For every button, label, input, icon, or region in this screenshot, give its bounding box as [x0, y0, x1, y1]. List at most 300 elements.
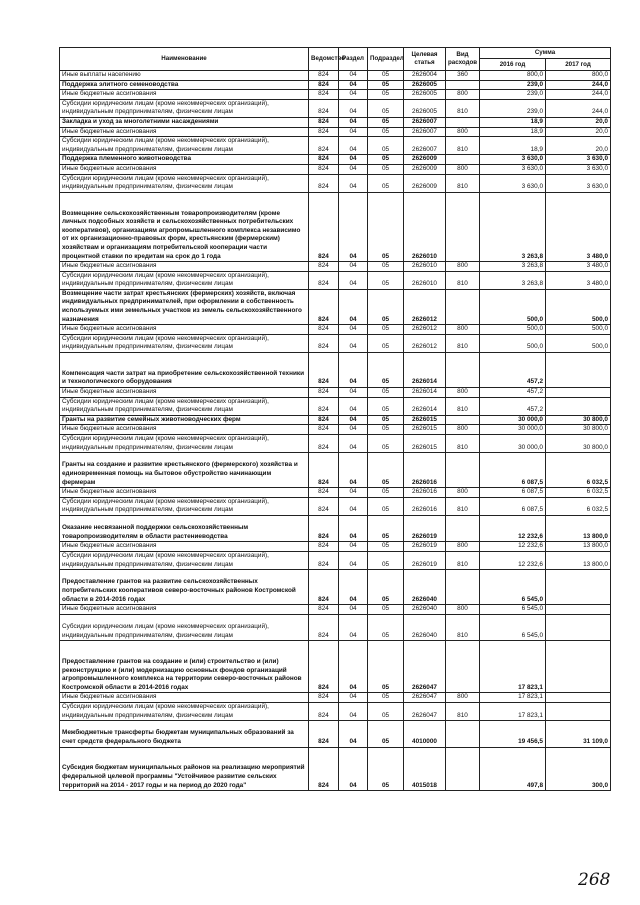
row-podrazdel: 05	[368, 488, 404, 498]
row-sum-2016: 3 263,8	[480, 271, 546, 289]
table-row	[60, 192, 611, 261]
row-name: Субсидии юридическим лицам (кроме некоммерческих организаций), индивидуальным предпринимателям, физическим лицам	[60, 551, 309, 569]
row-vid: 810	[446, 435, 480, 453]
row-vid	[446, 515, 480, 541]
row-podrazdel: 05	[368, 325, 404, 335]
row-podrazdel: 05	[368, 164, 404, 174]
row-statya: 2626015	[404, 415, 446, 425]
row-podrazdel: 05	[368, 117, 404, 127]
row-vedomstvo: 824	[309, 397, 339, 415]
row-sum-2016: 17 823,1	[480, 641, 546, 693]
row-sum-2017	[546, 397, 611, 415]
row-sum-2017: 244,0	[546, 99, 611, 117]
row-sum-2016: 18,9	[480, 127, 546, 137]
row-vid: 810	[446, 99, 480, 117]
row-name: Иные бюджетные ассигнования	[60, 325, 309, 335]
row-statya: 2626015	[404, 425, 446, 435]
row-name: Иные бюджетные ассигнования	[60, 488, 309, 498]
row-podrazdel: 05	[368, 497, 404, 515]
row-podrazdel: 05	[368, 570, 404, 605]
row-statya: 2626005	[404, 90, 446, 100]
row-vid: 800	[446, 425, 480, 435]
row-vid: 800	[446, 127, 480, 137]
row-sum-2016: 457,2	[480, 397, 546, 415]
row-razdel: 04	[339, 570, 368, 605]
row-podrazdel: 05	[368, 90, 404, 100]
row-podrazdel: 05	[368, 515, 404, 541]
row-razdel: 04	[339, 747, 368, 791]
row-razdel: 04	[339, 605, 368, 615]
row-statya: 2626009	[404, 164, 446, 174]
row-razdel: 04	[339, 353, 368, 388]
row-vid	[446, 570, 480, 605]
header-summa: Сумма	[480, 48, 611, 59]
row-sum-2016: 500,0	[480, 334, 546, 352]
row-sum-2016: 3 630,0	[480, 174, 546, 192]
row-razdel: 04	[339, 425, 368, 435]
row-name: Межбюджетные трансферты бюджетам муниципальных образований за счет средств федерального бюджета	[60, 721, 309, 747]
row-vedomstvo: 824	[309, 117, 339, 127]
table-row	[60, 334, 611, 352]
row-vedomstvo: 824	[309, 90, 339, 100]
row-statya: 2626009	[404, 155, 446, 165]
row-podrazdel: 05	[368, 192, 404, 261]
row-name: Субсидии юридическим лицам (кроме некоммерческих организаций), индивидуальным предпринимателям, физическим лицам	[60, 99, 309, 117]
row-podrazdel: 05	[368, 453, 404, 488]
table-row	[60, 515, 611, 541]
row-sum-2016: 6 087,5	[480, 488, 546, 498]
row-podrazdel: 05	[368, 435, 404, 453]
table-row	[60, 641, 611, 693]
row-sum-2016: 6 087,5	[480, 453, 546, 488]
row-vedomstvo: 824	[309, 702, 339, 720]
row-sum-2016: 3 630,0	[480, 164, 546, 174]
row-razdel: 04	[339, 117, 368, 127]
row-sum-2016: 30 000,0	[480, 415, 546, 425]
row-sum-2017: 244,0	[546, 80, 611, 90]
row-vid: 810	[446, 174, 480, 192]
row-sum-2016: 17 823,1	[480, 693, 546, 703]
row-vedomstvo: 824	[309, 388, 339, 398]
row-podrazdel: 05	[368, 415, 404, 425]
row-sum-2016: 239,0	[480, 80, 546, 90]
table-row	[60, 614, 611, 640]
row-name: Субсидии юридическим лицам (кроме некоммерческих организаций), индивидуальным предпринимателям, физическим лицам	[60, 137, 309, 155]
header-2016: 2016 год	[480, 59, 546, 71]
header-podrazdel: Подраздел	[368, 48, 404, 71]
row-statya: 2626010	[404, 262, 446, 272]
row-sum-2017: 500,0	[546, 334, 611, 352]
row-statya: 2626007	[404, 127, 446, 137]
row-sum-2016: 18,9	[480, 137, 546, 155]
row-vid: 810	[446, 614, 480, 640]
row-name: Поддержка элитного семеноводства	[60, 80, 309, 90]
row-vid: 800	[446, 262, 480, 272]
row-statya: 2626005	[404, 80, 446, 90]
row-statya: 2626010	[404, 271, 446, 289]
row-vedomstvo: 824	[309, 325, 339, 335]
row-sum-2016: 12 232,6	[480, 551, 546, 569]
row-name: Поддержка племенного животноводства	[60, 155, 309, 165]
row-razdel: 04	[339, 164, 368, 174]
row-sum-2017: 6 032,5	[546, 497, 611, 515]
row-podrazdel: 05	[368, 155, 404, 165]
row-podrazdel: 05	[368, 551, 404, 569]
row-vid: 800	[446, 488, 480, 498]
row-name: Субсидии юридическим лицам (кроме некоммерческих организаций), индивидуальным предпринимателям, физическим лицам	[60, 271, 309, 289]
row-vedomstvo: 824	[309, 435, 339, 453]
row-podrazdel: 05	[368, 397, 404, 415]
row-statya: 2626016	[404, 453, 446, 488]
row-sum-2017: 30 800,0	[546, 415, 611, 425]
row-name: Предоставление грантов на создание и (или) строительство и (или) реконструкцию и (или) модернизацию основных фондов организаций агропромышленного комплекса на территории северо-восточных районов Костромской области в 2014-2016 годах	[60, 641, 309, 693]
table-row	[60, 435, 611, 453]
header-2017: 2017 год	[546, 59, 611, 71]
row-name: Субсидии юридическим лицам (кроме некоммерческих организаций), индивидуальным предпринимателям, физическим лицам	[60, 334, 309, 352]
row-razdel: 04	[339, 262, 368, 272]
row-name: Субсидия бюджетам муниципальных районов на реализацию мероприятий федеральной целевой программы "Устойчивое развитие сельских территорий на 2014 - 2017 годы и на период до 2020 года"	[60, 747, 309, 791]
row-razdel: 04	[339, 71, 368, 81]
row-razdel: 04	[339, 641, 368, 693]
row-sum-2017: 30 800,0	[546, 425, 611, 435]
row-razdel: 04	[339, 497, 368, 515]
table-row	[60, 425, 611, 435]
row-name: Иные бюджетные ассигнования	[60, 693, 309, 703]
row-vedomstvo: 824	[309, 542, 339, 552]
row-name: Оказание несвязанной поддержки сельскохозяйственным товаропроизводителям в области растениеводства	[60, 515, 309, 541]
row-vid	[446, 117, 480, 127]
row-razdel: 04	[339, 271, 368, 289]
row-vid	[446, 641, 480, 693]
row-sum-2017: 244,0	[546, 90, 611, 100]
row-name: Иные бюджетные ассигнования	[60, 90, 309, 100]
row-vedomstvo: 824	[309, 488, 339, 498]
row-statya: 2626040	[404, 570, 446, 605]
row-vid	[446, 80, 480, 90]
row-vid: 800	[446, 325, 480, 335]
row-podrazdel: 05	[368, 641, 404, 693]
row-sum-2017	[546, 388, 611, 398]
row-razdel: 04	[339, 289, 368, 324]
row-statya: 2626012	[404, 289, 446, 324]
row-podrazdel: 05	[368, 693, 404, 703]
row-sum-2017: 6 032,5	[546, 453, 611, 488]
row-razdel: 04	[339, 453, 368, 488]
row-vedomstvo: 824	[309, 425, 339, 435]
row-razdel: 04	[339, 174, 368, 192]
row-statya: 2626014	[404, 397, 446, 415]
row-sum-2017	[546, 353, 611, 388]
row-vedomstvo: 824	[309, 271, 339, 289]
row-statya: 2626007	[404, 137, 446, 155]
row-statya: 2626047	[404, 693, 446, 703]
row-razdel: 04	[339, 488, 368, 498]
row-sum-2017	[546, 605, 611, 615]
row-razdel: 04	[339, 435, 368, 453]
header-vid: Вид расходов	[446, 48, 480, 71]
row-sum-2016: 457,2	[480, 388, 546, 398]
row-sum-2017	[546, 693, 611, 703]
row-sum-2016: 12 232,6	[480, 515, 546, 541]
table-row	[60, 353, 611, 388]
header-name: Наименование	[60, 48, 309, 71]
table-row	[60, 605, 611, 615]
row-statya: 2626019	[404, 515, 446, 541]
row-name: Гранты на создание и развитие крестьянского (фермерского) хозяйства и единовременная помощь на бытовое обустройство начинающим фермерам	[60, 453, 309, 488]
row-sum-2016: 30 000,0	[480, 435, 546, 453]
row-sum-2016: 6 087,5	[480, 497, 546, 515]
row-sum-2016: 500,0	[480, 325, 546, 335]
row-podrazdel: 05	[368, 388, 404, 398]
row-vedomstvo: 824	[309, 174, 339, 192]
row-name: Субсидии юридическим лицам (кроме некоммерческих организаций), индивидуальным предпринимателям, физическим лицам	[60, 614, 309, 640]
row-razdel: 04	[339, 137, 368, 155]
row-name: Иные бюджетные ассигнования	[60, 605, 309, 615]
row-sum-2016: 3 263,8	[480, 262, 546, 272]
row-name: Иные выплаты населению	[60, 71, 309, 81]
row-razdel: 04	[339, 192, 368, 261]
table-row	[60, 388, 611, 398]
row-podrazdel: 05	[368, 334, 404, 352]
table-row	[60, 289, 611, 324]
row-name: Субсидии юридическим лицам (кроме некоммерческих организаций), индивидуальным предпринимателям, физическим лицам	[60, 435, 309, 453]
row-name: Иные бюджетные ассигнования	[60, 388, 309, 398]
row-vid	[446, 721, 480, 747]
row-name: Иные бюджетные ассигнования	[60, 262, 309, 272]
row-podrazdel: 05	[368, 127, 404, 137]
table-row	[60, 542, 611, 552]
row-vid: 800	[446, 605, 480, 615]
row-statya: 2626019	[404, 542, 446, 552]
row-vedomstvo: 824	[309, 164, 339, 174]
row-razdel: 04	[339, 99, 368, 117]
row-sum-2016: 3 630,0	[480, 155, 546, 165]
row-sum-2016: 800,0	[480, 71, 546, 81]
row-vedomstvo: 824	[309, 155, 339, 165]
table-row	[60, 488, 611, 498]
row-sum-2016: 30 000,0	[480, 425, 546, 435]
row-vid: 800	[446, 693, 480, 703]
row-vedomstvo: 824	[309, 353, 339, 388]
row-vid	[446, 453, 480, 488]
row-statya: 2626012	[404, 325, 446, 335]
header-vedomstvo: Ведомство	[309, 48, 339, 71]
row-razdel: 04	[339, 614, 368, 640]
row-razdel: 04	[339, 388, 368, 398]
row-statya: 2626010	[404, 192, 446, 261]
table-row	[60, 127, 611, 137]
row-name: Субсидии юридическим лицам (кроме некоммерческих организаций), индивидуальным предпринимателям, физическим лицам	[60, 497, 309, 515]
row-statya: 2626005	[404, 99, 446, 117]
row-podrazdel: 05	[368, 614, 404, 640]
row-razdel: 04	[339, 702, 368, 720]
table-row	[60, 693, 611, 703]
row-name: Компенсация части затрат на приобретение сельскохозяйственной техники и технологического оборудования	[60, 353, 309, 388]
row-sum-2017: 20,0	[546, 137, 611, 155]
row-vid: 810	[446, 551, 480, 569]
table-row	[60, 551, 611, 569]
row-vid: 800	[446, 164, 480, 174]
table-row	[60, 155, 611, 165]
row-razdel: 04	[339, 155, 368, 165]
table-row	[60, 415, 611, 425]
row-sum-2016: 3 263,8	[480, 192, 546, 261]
row-vedomstvo: 824	[309, 515, 339, 541]
row-name: Субсидии юридическим лицам (кроме некоммерческих организаций), индивидуальным предпринимателям, физическим лицам	[60, 397, 309, 415]
row-podrazdel: 05	[368, 747, 404, 791]
table-row	[60, 174, 611, 192]
row-vedomstvo: 824	[309, 747, 339, 791]
row-sum-2017: 13 800,0	[546, 551, 611, 569]
row-vid	[446, 155, 480, 165]
row-sum-2017: 3 630,0	[546, 155, 611, 165]
row-razdel: 04	[339, 397, 368, 415]
table-row	[60, 262, 611, 272]
row-vedomstvo: 824	[309, 693, 339, 703]
row-sum-2017	[546, 702, 611, 720]
row-podrazdel: 05	[368, 289, 404, 324]
row-statya: 2626016	[404, 497, 446, 515]
row-vedomstvo: 824	[309, 192, 339, 261]
row-vedomstvo: 824	[309, 605, 339, 615]
row-vedomstvo: 824	[309, 71, 339, 81]
row-razdel: 04	[339, 80, 368, 90]
page-number: 268	[578, 870, 611, 890]
row-sum-2016: 12 232,6	[480, 542, 546, 552]
row-vedomstvo: 824	[309, 80, 339, 90]
row-podrazdel: 05	[368, 353, 404, 388]
row-sum-2017: 500,0	[546, 325, 611, 335]
row-sum-2017: 300,0	[546, 747, 611, 791]
row-sum-2016: 239,0	[480, 99, 546, 117]
row-sum-2016: 6 545,0	[480, 614, 546, 640]
row-statya: 2626040	[404, 605, 446, 615]
table-row	[60, 721, 611, 747]
row-sum-2017: 20,0	[546, 117, 611, 127]
row-statya: 2626016	[404, 488, 446, 498]
row-vedomstvo: 824	[309, 99, 339, 117]
row-razdel: 04	[339, 542, 368, 552]
row-name: Предоставление грантов на развитие сельскохозяйственных потребительских кооперативов северо-восточных районов Костромской области в 2014-2016 годах	[60, 570, 309, 605]
table-row	[60, 99, 611, 117]
row-vedomstvo: 824	[309, 641, 339, 693]
row-podrazdel: 05	[368, 721, 404, 747]
row-vid: 810	[446, 334, 480, 352]
table-row	[60, 325, 611, 335]
row-vid: 800	[446, 542, 480, 552]
row-sum-2016: 6 545,0	[480, 570, 546, 605]
row-podrazdel: 05	[368, 605, 404, 615]
row-podrazdel: 05	[368, 425, 404, 435]
row-sum-2016: 497,8	[480, 747, 546, 791]
row-razdel: 04	[339, 721, 368, 747]
row-statya: 2626009	[404, 174, 446, 192]
row-sum-2017	[546, 614, 611, 640]
row-sum-2016: 500,0	[480, 289, 546, 324]
row-podrazdel: 05	[368, 99, 404, 117]
row-vedomstvo: 824	[309, 570, 339, 605]
row-statya: 2626012	[404, 334, 446, 352]
row-statya: 2626047	[404, 702, 446, 720]
row-statya: 2626019	[404, 551, 446, 569]
row-sum-2016: 457,2	[480, 353, 546, 388]
row-sum-2017: 800,0	[546, 71, 611, 81]
row-vid	[446, 415, 480, 425]
row-statya: 2626014	[404, 388, 446, 398]
table-row	[60, 90, 611, 100]
row-sum-2017: 3 480,0	[546, 271, 611, 289]
row-sum-2017: 6 032,5	[546, 488, 611, 498]
table-row	[60, 164, 611, 174]
row-sum-2017	[546, 641, 611, 693]
row-vid: 360	[446, 71, 480, 81]
row-statya: 2626015	[404, 435, 446, 453]
row-podrazdel: 05	[368, 702, 404, 720]
row-sum-2017: 20,0	[546, 127, 611, 137]
row-vedomstvo: 824	[309, 415, 339, 425]
row-name: Субсидии юридическим лицам (кроме некоммерческих организаций), индивидуальным предпринимателям, физическим лицам	[60, 174, 309, 192]
row-podrazdel: 05	[368, 137, 404, 155]
row-statya: 2626004	[404, 71, 446, 81]
row-razdel: 04	[339, 515, 368, 541]
row-vedomstvo: 824	[309, 127, 339, 137]
row-razdel: 04	[339, 415, 368, 425]
row-razdel: 04	[339, 127, 368, 137]
row-statya: 2626047	[404, 641, 446, 693]
row-statya: 2626014	[404, 353, 446, 388]
row-name: Возмещение сельскохозяйственным товаропроизводителям (кроме личных подсобных хозяйств и сельскохозяйственных потребительских кооперативов), организациям агропромышленного комплекса независимо от их организационно-правовых форм, крестьянским (фермерским) хозяйствам и организациям потребительской кооперации части процентной ставки по кредитам на срок до 1 года	[60, 192, 309, 261]
row-sum-2016: 18,9	[480, 117, 546, 127]
row-name: Иные бюджетные ассигнования	[60, 164, 309, 174]
row-sum-2017: 3 630,0	[546, 164, 611, 174]
table-row	[60, 117, 611, 127]
table-body	[60, 71, 611, 791]
row-name: Гранты на развитие семейных животноводческих ферм	[60, 415, 309, 425]
row-vid	[446, 289, 480, 324]
row-vedomstvo: 824	[309, 551, 339, 569]
budget-table	[59, 47, 611, 791]
table-row	[60, 271, 611, 289]
header-razdel: Раздел	[339, 48, 368, 71]
row-statya: 4015018	[404, 747, 446, 791]
row-razdel: 04	[339, 325, 368, 335]
row-vid: 810	[446, 397, 480, 415]
row-podrazdel: 05	[368, 262, 404, 272]
row-name: Иные бюджетные ассигнования	[60, 127, 309, 137]
row-vedomstvo: 824	[309, 721, 339, 747]
row-sum-2017: 13 800,0	[546, 515, 611, 541]
row-vid	[446, 747, 480, 791]
row-statya: 4010000	[404, 721, 446, 747]
row-podrazdel: 05	[368, 80, 404, 90]
row-vid: 800	[446, 90, 480, 100]
row-sum-2016: 6 545,0	[480, 605, 546, 615]
row-name: Иные бюджетные ассигнования	[60, 425, 309, 435]
table-row	[60, 453, 611, 488]
table-row	[60, 80, 611, 90]
row-vedomstvo: 824	[309, 334, 339, 352]
row-vid: 810	[446, 137, 480, 155]
row-vedomstvo: 824	[309, 262, 339, 272]
budget-table-sheet	[59, 47, 610, 791]
row-sum-2017: 13 800,0	[546, 542, 611, 552]
row-vid: 810	[446, 497, 480, 515]
table-row	[60, 747, 611, 791]
row-statya: 2626007	[404, 117, 446, 127]
row-vedomstvo: 824	[309, 453, 339, 488]
row-name: Закладка и уход за многолетними насаждениями	[60, 117, 309, 127]
row-sum-2017: 3 480,0	[546, 262, 611, 272]
